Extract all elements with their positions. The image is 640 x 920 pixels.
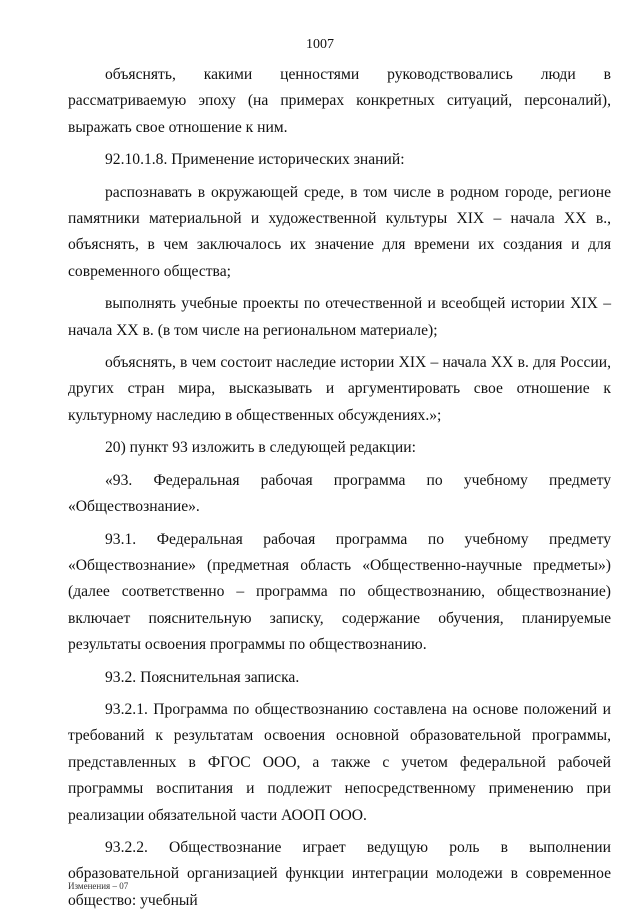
paragraph: объяснять, в чем состоит наследие истории XIX – начала XX в. для России, других стран мира, высказывать и аргументировать свое отношение к культурному наследию в общественных обсуждениях.»; [68,354,611,424]
paragraph: 93.1. Федеральная рабочая программа по учебному предмету «Обществознание» (предметная область «Общественно-научные предметы») (далее соответственно – программа по обществознанию, обществознание) включает пояснительную записку, содержание обучения, планируемые результаты освоения программы по обществознанию. [68,530,611,654]
paragraph: выполнять учебные проекты по отечественной и всеобщей истории XIX – начала XX в. (в том числе на региональном материале); [68,295,611,339]
paragraph: «93. Федеральная рабочая программа по учебному предмету «Обществознание». [68,471,611,516]
paragraph: распознавать в окружающей среде, в том числе в родном городе, регионе памятники материальной и художественной культуры XIX – начала XX в., объяснять, в чем заключалось их значение для времени их создания и для современного общества; [68,183,611,280]
paragraph: 92.10.1.8. Применение исторических знаний: [105,151,405,169]
paragraph: 93.2. Пояснительная записка. [105,668,300,686]
footer-note: Изменения – 07 [68,881,129,891]
paragraph: объяснять, какими ценностями руководствовались люди в рассматриваемую эпоху (на примерах конкретных ситуаций, персоналий), выражать свое отношение к ним. [68,66,611,136]
page-number: 1007 [306,37,334,52]
paragraph: 93.2.1. Программа по обществознанию составлена на основе положений и требований к результатам освоения основной образовательной программы, представленных в ФГОС ООО, а также с учетом федеральной рабочей программы воспитания и подлежит непосредственному применению при реализации обязательной части АООП ООО. [68,700,611,824]
paragraph: 20) пункт 93 изложить в следующей редакции: [105,439,416,457]
paragraph: 93.2.2. Обществознание играет ведущую роль в выполнении образовательной организацией функции интеграции молодежи в современное общество: учебный [68,838,611,909]
document-body [68,62,611,920]
